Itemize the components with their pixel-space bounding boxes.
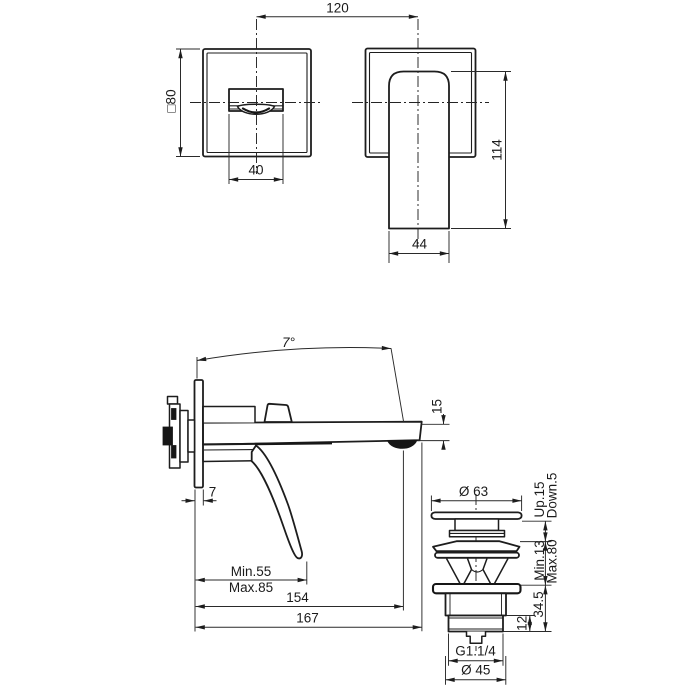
valve-step1 xyxy=(180,411,188,463)
drain-claws xyxy=(447,559,509,584)
dim-label-44: 44 xyxy=(411,236,428,252)
dim-label-167: 167 xyxy=(296,610,319,626)
dim-label-d45: Ø 45 xyxy=(461,662,491,678)
claw-inner xyxy=(464,559,491,584)
dim-label-square80: □80 xyxy=(163,89,179,113)
side-lever-open xyxy=(252,446,302,559)
side-handle-closed xyxy=(265,404,292,422)
dim-label-12: 12 xyxy=(514,615,530,631)
drain-body xyxy=(446,593,507,615)
side-underbody xyxy=(203,444,256,461)
drain-stem xyxy=(455,519,499,531)
dim-label-154: 154 xyxy=(286,589,309,605)
valve-tab xyxy=(168,397,178,405)
side-view xyxy=(163,335,450,632)
dim-label-down5: Down.5 xyxy=(544,472,560,519)
dim-label-345: 34.5 xyxy=(530,591,546,618)
dim-label-max80: Max.80 xyxy=(544,539,560,584)
dim-label-min13: Min.13 xyxy=(531,540,547,581)
side-aerator xyxy=(388,440,417,448)
drain-flange xyxy=(433,584,521,593)
dim-label-40: 40 xyxy=(248,162,264,178)
dim-label-7deg: 7° xyxy=(282,335,295,350)
dim-label-15: 15 xyxy=(429,398,445,415)
claw-neck xyxy=(472,570,484,573)
dim7-extensions xyxy=(195,490,203,632)
valve-cartridge xyxy=(163,427,173,445)
dim-label-120: 120 xyxy=(326,0,349,16)
dim-label-114: 114 xyxy=(489,139,505,161)
dim15-extensions xyxy=(418,424,450,440)
dim-label-min55: Min.55 xyxy=(230,563,272,579)
drain-view xyxy=(431,473,559,685)
valve-mark-bottom xyxy=(172,446,177,459)
dim-label-max85: Max.85 xyxy=(228,580,274,595)
drain-disc xyxy=(435,553,519,558)
side-concealed-valve xyxy=(163,397,195,469)
drain-dish xyxy=(433,541,520,551)
valve-mark-top xyxy=(172,409,177,420)
dim7deg-slant xyxy=(391,348,404,422)
drain-cap xyxy=(431,512,521,519)
dim-label-up15: Up.15 xyxy=(531,481,547,518)
side-wall-plate xyxy=(195,380,204,488)
claw-outer xyxy=(447,559,509,584)
side-body-top xyxy=(203,407,255,423)
valve-step2 xyxy=(188,420,195,452)
drain-nipple xyxy=(467,632,486,644)
dim-label-g114: G1.1/4 xyxy=(455,643,496,659)
handle-view xyxy=(352,19,511,263)
dim-label-7: 7 xyxy=(208,484,217,500)
dim-label-d63: Ø 63 xyxy=(458,484,489,499)
handle-body xyxy=(389,72,449,229)
